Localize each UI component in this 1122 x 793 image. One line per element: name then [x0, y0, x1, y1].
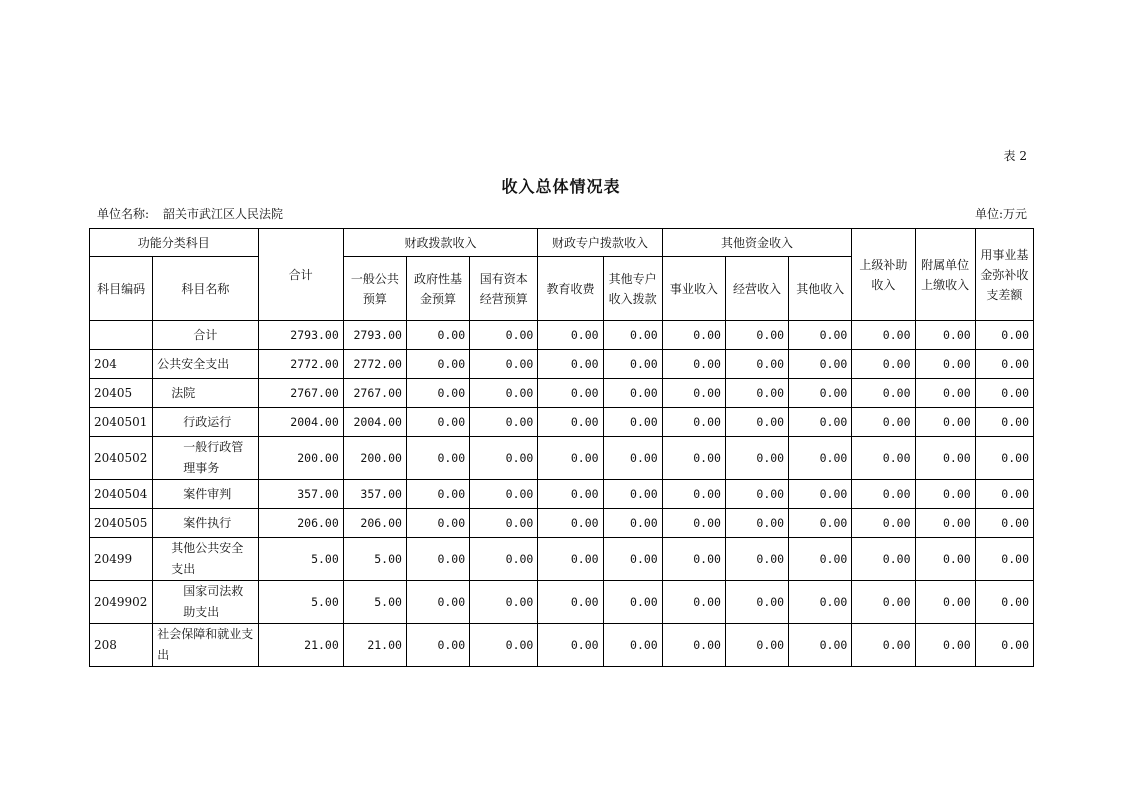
- amount-cell: 357.00: [343, 480, 406, 509]
- amount-cell: 0.00: [406, 350, 469, 379]
- row-total-cell: 21.00: [258, 624, 343, 667]
- amount-cell: 0.00: [975, 379, 1033, 408]
- amount-cell: 0.00: [915, 581, 975, 624]
- amount-cell: 0.00: [789, 509, 852, 538]
- amount-cell: 0.00: [603, 321, 662, 350]
- amount-cell: 0.00: [470, 624, 538, 667]
- row-total-cell: 2004.00: [258, 408, 343, 437]
- amount-cell: 0.00: [915, 538, 975, 581]
- subject-name-cell: 合计: [153, 321, 258, 350]
- amount-cell: 0.00: [406, 624, 469, 667]
- header-business-income: 事业收入: [662, 257, 725, 321]
- amount-cell: 0.00: [406, 538, 469, 581]
- header-superior-subsidy: 上级补助收入: [852, 229, 915, 321]
- subject-code-cell: 20405: [90, 379, 153, 408]
- amount-cell: 0.00: [725, 581, 788, 624]
- amount-cell: 0.00: [470, 480, 538, 509]
- amount-cell: 0.00: [852, 437, 915, 480]
- row-total-cell: 206.00: [258, 509, 343, 538]
- amount-cell: 0.00: [915, 437, 975, 480]
- amount-cell: 0.00: [725, 321, 788, 350]
- amount-cell: 0.00: [662, 509, 725, 538]
- amount-cell: 0.00: [662, 408, 725, 437]
- subject-name-cell: 案件审判: [153, 480, 258, 509]
- amount-cell: 2772.00: [343, 350, 406, 379]
- amount-cell: 0.00: [538, 350, 603, 379]
- amount-cell: 0.00: [603, 379, 662, 408]
- row-total-cell: 2767.00: [258, 379, 343, 408]
- amount-cell: 0.00: [603, 408, 662, 437]
- header-general-budget: 一般公共预算: [343, 257, 406, 321]
- amount-cell: 0.00: [975, 321, 1033, 350]
- header-state-capital-budget: 国有资本经营预算: [470, 257, 538, 321]
- amount-cell: 0.00: [852, 350, 915, 379]
- amount-cell: 0.00: [725, 480, 788, 509]
- amount-cell: 0.00: [975, 437, 1033, 480]
- amount-cell: 0.00: [725, 350, 788, 379]
- amount-cell: 0.00: [852, 379, 915, 408]
- amount-cell: 0.00: [662, 350, 725, 379]
- subject-code-cell: 2040505: [90, 509, 153, 538]
- amount-cell: 0.00: [603, 437, 662, 480]
- unit-name-label: 单位名称:: [97, 207, 150, 221]
- table-row: [90, 538, 1034, 581]
- amount-cell: 0.00: [470, 408, 538, 437]
- row-total-cell: 5.00: [258, 581, 343, 624]
- table-row: [90, 350, 1034, 379]
- income-summary-table: [89, 228, 1034, 667]
- amount-cell: 0.00: [915, 350, 975, 379]
- header-subject-name: 科目名称: [153, 257, 258, 321]
- header-total: 合计: [258, 229, 343, 321]
- amount-cell: 0.00: [915, 624, 975, 667]
- header-other-funds: 其他资金收入: [662, 229, 852, 257]
- header-other-special-alloc: 其他专户收入拨款: [603, 257, 662, 321]
- amount-cell: 0.00: [538, 408, 603, 437]
- subject-name-cell: 法院: [153, 379, 258, 408]
- header-edu-fees: 教育收费: [538, 257, 603, 321]
- amount-cell: 0.00: [538, 624, 603, 667]
- amount-cell: 2004.00: [343, 408, 406, 437]
- table-row: [90, 437, 1034, 480]
- amount-cell: 0.00: [789, 581, 852, 624]
- amount-cell: 0.00: [538, 321, 603, 350]
- amount-cell: 0.00: [789, 538, 852, 581]
- table-row: [90, 581, 1034, 624]
- table-row: [90, 379, 1034, 408]
- amount-cell: 0.00: [603, 480, 662, 509]
- amount-cell: 0.00: [470, 379, 538, 408]
- header-other-income: 其他收入: [789, 257, 852, 321]
- amount-cell: 0.00: [662, 480, 725, 509]
- amount-cell: 0.00: [406, 480, 469, 509]
- amount-cell: 0.00: [406, 408, 469, 437]
- row-total-cell: 2772.00: [258, 350, 343, 379]
- subject-name-cell: 国家司法救助支出: [153, 581, 258, 624]
- header-fiscal-alloc: 财政拨款收入: [343, 229, 538, 257]
- table-row: [90, 624, 1034, 667]
- row-total-cell: 357.00: [258, 480, 343, 509]
- amount-cell: 0.00: [603, 581, 662, 624]
- subject-name-cell: 一般行政管理事务: [153, 437, 258, 480]
- table-row: [90, 480, 1034, 509]
- amount-cell: 0.00: [538, 509, 603, 538]
- unit-name-value: 韶关市武江区人民法院: [163, 207, 284, 221]
- amount-cell: 0.00: [406, 321, 469, 350]
- header-business-fund: 用事业基金弥补收支差额: [975, 229, 1033, 321]
- currency-unit-label: 单位:万元: [974, 207, 1027, 221]
- amount-cell: 0.00: [662, 379, 725, 408]
- amount-cell: 0.00: [470, 350, 538, 379]
- amount-cell: 0.00: [725, 379, 788, 408]
- row-total-cell: 2793.00: [258, 321, 343, 350]
- amount-cell: 200.00: [343, 437, 406, 480]
- subject-code-cell: 20499: [90, 538, 153, 581]
- subject-code-cell: [90, 321, 153, 350]
- subject-name-cell: 案件执行: [153, 509, 258, 538]
- amount-cell: 0.00: [915, 321, 975, 350]
- amount-cell: 0.00: [406, 509, 469, 538]
- amount-cell: 0.00: [975, 480, 1033, 509]
- table-number-label: 表 2: [1003, 149, 1027, 163]
- amount-cell: 0.00: [470, 437, 538, 480]
- subject-name-cell: 行政运行: [153, 408, 258, 437]
- amount-cell: 0.00: [406, 581, 469, 624]
- amount-cell: 0.00: [470, 581, 538, 624]
- unit-info-row: [97, 205, 1027, 223]
- amount-cell: 0.00: [725, 408, 788, 437]
- subject-code-cell: 204: [90, 350, 153, 379]
- amount-cell: 0.00: [662, 581, 725, 624]
- amount-cell: 0.00: [915, 408, 975, 437]
- amount-cell: 0.00: [662, 321, 725, 350]
- amount-cell: 0.00: [603, 350, 662, 379]
- amount-cell: 2767.00: [343, 379, 406, 408]
- amount-cell: 0.00: [915, 379, 975, 408]
- subject-code-cell: 2040501: [90, 408, 153, 437]
- amount-cell: 0.00: [852, 509, 915, 538]
- header-func-class: 功能分类科目: [90, 229, 259, 257]
- amount-cell: 0.00: [662, 624, 725, 667]
- amount-cell: 21.00: [343, 624, 406, 667]
- table-row: [90, 321, 1034, 350]
- amount-cell: 0.00: [538, 480, 603, 509]
- subject-code-cell: 208: [90, 624, 153, 667]
- amount-cell: 0.00: [789, 437, 852, 480]
- header-affiliated-income: 附属单位上缴收入: [915, 229, 975, 321]
- amount-cell: 0.00: [852, 624, 915, 667]
- amount-cell: 0.00: [789, 480, 852, 509]
- amount-cell: 0.00: [406, 437, 469, 480]
- amount-cell: 0.00: [975, 408, 1033, 437]
- amount-cell: 0.00: [725, 538, 788, 581]
- amount-cell: 0.00: [603, 538, 662, 581]
- table-row: [90, 509, 1034, 538]
- amount-cell: 0.00: [725, 437, 788, 480]
- amount-cell: 0.00: [852, 321, 915, 350]
- amount-cell: 0.00: [975, 509, 1033, 538]
- amount-cell: 2793.00: [343, 321, 406, 350]
- amount-cell: 5.00: [343, 581, 406, 624]
- amount-cell: 0.00: [538, 538, 603, 581]
- header-subject-code: 科目编码: [90, 257, 153, 321]
- subject-code-cell: 2049902: [90, 581, 153, 624]
- amount-cell: 0.00: [470, 321, 538, 350]
- amount-cell: 0.00: [852, 408, 915, 437]
- subject-name-cell: 其他公共安全支出: [153, 538, 258, 581]
- amount-cell: 0.00: [725, 509, 788, 538]
- amount-cell: 0.00: [975, 538, 1033, 581]
- header-operating-income: 经营收入: [725, 257, 788, 321]
- amount-cell: 0.00: [852, 581, 915, 624]
- amount-cell: 0.00: [852, 480, 915, 509]
- amount-cell: 0.00: [406, 379, 469, 408]
- unit-name-group: [97, 205, 283, 222]
- amount-cell: 0.00: [470, 509, 538, 538]
- header-fiscal-special: 财政专户拨款收入: [538, 229, 662, 257]
- subject-name-cell: 公共安全支出: [153, 350, 258, 379]
- amount-cell: 0.00: [662, 538, 725, 581]
- amount-cell: 0.00: [915, 480, 975, 509]
- amount-cell: 0.00: [852, 538, 915, 581]
- subject-code-cell: 2040502: [90, 437, 153, 480]
- amount-cell: 0.00: [915, 509, 975, 538]
- amount-cell: 0.00: [725, 624, 788, 667]
- amount-cell: 206.00: [343, 509, 406, 538]
- amount-cell: 5.00: [343, 538, 406, 581]
- amount-cell: 0.00: [789, 321, 852, 350]
- amount-cell: 0.00: [789, 350, 852, 379]
- amount-cell: 0.00: [538, 437, 603, 480]
- amount-cell: 0.00: [603, 509, 662, 538]
- amount-cell: 0.00: [538, 379, 603, 408]
- subject-name-cell: 社会保障和就业支出: [153, 624, 258, 667]
- amount-cell: 0.00: [789, 624, 852, 667]
- subject-code-cell: 2040504: [90, 480, 153, 509]
- amount-cell: 0.00: [975, 581, 1033, 624]
- row-total-cell: 200.00: [258, 437, 343, 480]
- amount-cell: 0.00: [470, 538, 538, 581]
- table-body: [90, 321, 1034, 667]
- amount-cell: 0.00: [789, 408, 852, 437]
- amount-cell: 0.00: [975, 624, 1033, 667]
- amount-cell: 0.00: [662, 437, 725, 480]
- page-title: 收入总体情况表: [501, 177, 621, 196]
- row-total-cell: 5.00: [258, 538, 343, 581]
- amount-cell: 0.00: [603, 624, 662, 667]
- amount-cell: 0.00: [789, 379, 852, 408]
- amount-cell: 0.00: [975, 350, 1033, 379]
- amount-cell: 0.00: [538, 581, 603, 624]
- header-gov-fund-budget: 政府性基金预算: [406, 257, 469, 321]
- table-row: [90, 408, 1034, 437]
